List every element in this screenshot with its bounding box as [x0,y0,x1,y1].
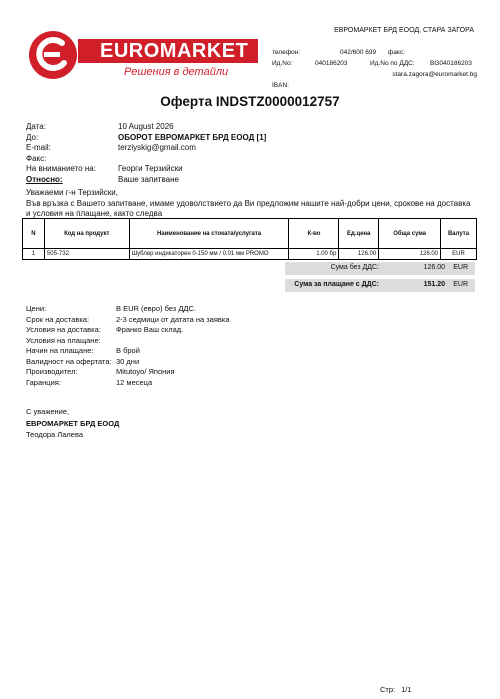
signature-company: ЕВРОМАРКЕТ БРД ЕООД [26,418,120,428]
col-product-name: Наименование на стоката/услугата [129,219,289,249]
attention-label: На вниманието на: [26,164,96,173]
logo-wordmark: EUROMARKET [78,39,258,63]
delivery-term-value: 2-3 седмици от датата на заявка [116,314,230,324]
date-value: 10 August 2026 [118,122,174,131]
validity-value: 30 дни [116,356,140,366]
col-total: Обща сума [379,219,441,249]
page-number [380,685,418,694]
euromarket-logo [28,30,249,82]
contact-block [272,47,477,91]
page-label: Стр: [380,685,396,694]
to-value: ОБОРОТ ЕВРОМАРКЕТ БРД ЕООД [1] [118,132,267,142]
intro-paragraph [26,188,476,220]
vat-label: Ид.No по ДДС: [370,60,415,67]
email-label: E-mail: [26,143,51,152]
id-value: 040186203 [315,60,348,67]
col-quantity: К-во [289,219,339,249]
col-product-code: Код на продукт [44,219,129,249]
total-without-vat-label: Сума без ДДС: [330,264,379,271]
document-title: Оферта INDSTZ0000012757 [160,94,340,109]
total-without-vat-value: 126.00 [423,264,445,271]
regarding-label: Относно: [26,174,63,184]
totals-block [285,262,475,296]
intro-text: Във връзка с Вашето запитване, имаме удоволствието да Ви предложим нашите най-добри цени, срокове на доставка и условия на плащане, както следва [26,198,471,218]
logo-tagline: Решения в детайли [124,66,229,78]
delivery-cond-label: Условия на доставка: [26,325,101,334]
logo-mark-icon [28,30,78,80]
company-header-line: ЕВРОМАРКЕТ БРД ЕООД, СТАРА ЗАГОРА [334,27,474,34]
col-currency: Валута [441,219,477,249]
delivery-term-label: Срок на доставка: [26,314,90,324]
total-with-vat-label: Сума за плащане с ДДС: [294,281,379,288]
date-label: Дата: [26,122,46,131]
total-without-vat-row [285,262,475,275]
fax-label: факс: [388,49,405,56]
email-value[interactable]: terziyskig@gmail.com [118,143,196,152]
row-product-code: 505-732 [44,249,129,260]
id-label: Ид.No: [272,60,293,67]
total-without-vat-currency: EUR [453,264,468,271]
items-table [22,218,477,260]
row-quantity: 1.00 бр [289,249,339,260]
page-value: 1/1 [401,685,412,694]
phone-label: телефон: [272,49,301,56]
row-total: 126.00 [379,249,441,260]
payment-method-value: В брой [116,346,140,355]
delivery-cond-value: Франко Ваш склад. [116,325,184,334]
vat-value: BG040186203 [430,60,472,67]
iban-label: IBAN: [272,82,289,89]
regarding-value: Ваше запитване [118,174,179,184]
payment-cond-label: Условия на плащане: [26,335,101,345]
phone-value: 042/600 699 [340,49,377,56]
table-header-row [23,219,477,249]
warranty-value: 12 месеца [116,377,153,387]
validity-label: Валидност на офертата: [26,356,112,366]
prices-value: В EUR (евро) без ДДС. [116,304,196,313]
total-with-vat-value: 151.20 [423,281,445,288]
total-with-vat-row [285,279,475,292]
signature-person: Теодора Лалева [26,430,84,439]
warranty-label: Гаранция: [26,377,61,387]
row-number: 1 [23,249,45,260]
prices-label: Цени: [26,304,47,313]
fax-field-label: Факс: [26,153,47,163]
table-row [23,249,477,260]
greeting: Уважаеми г-н Терзийски, [26,188,118,197]
attention-value: Георги Терзийски [118,164,183,173]
manufacturer-label: Производител: [26,367,78,376]
payment-method-label: Начин на плащане: [26,346,94,355]
manufacturer-value: Mitutoyo/ Япония [116,367,175,376]
row-currency: EUR [441,249,477,260]
row-unit-price: 126.00 [339,249,379,260]
row-product-name: Шублер индикаторен 0-150 мм / 0.01 мм PROMO [129,249,289,260]
closing-block [26,406,119,441]
to-label: До: [26,132,39,142]
col-number: N [23,219,45,249]
col-unit-price: Ед.цена [339,219,379,249]
email-link[interactable]: stara.zagora@euromarket.bg [392,71,477,78]
total-with-vat-currency: EUR [453,281,468,288]
regards-text: С уважение, [26,407,70,416]
